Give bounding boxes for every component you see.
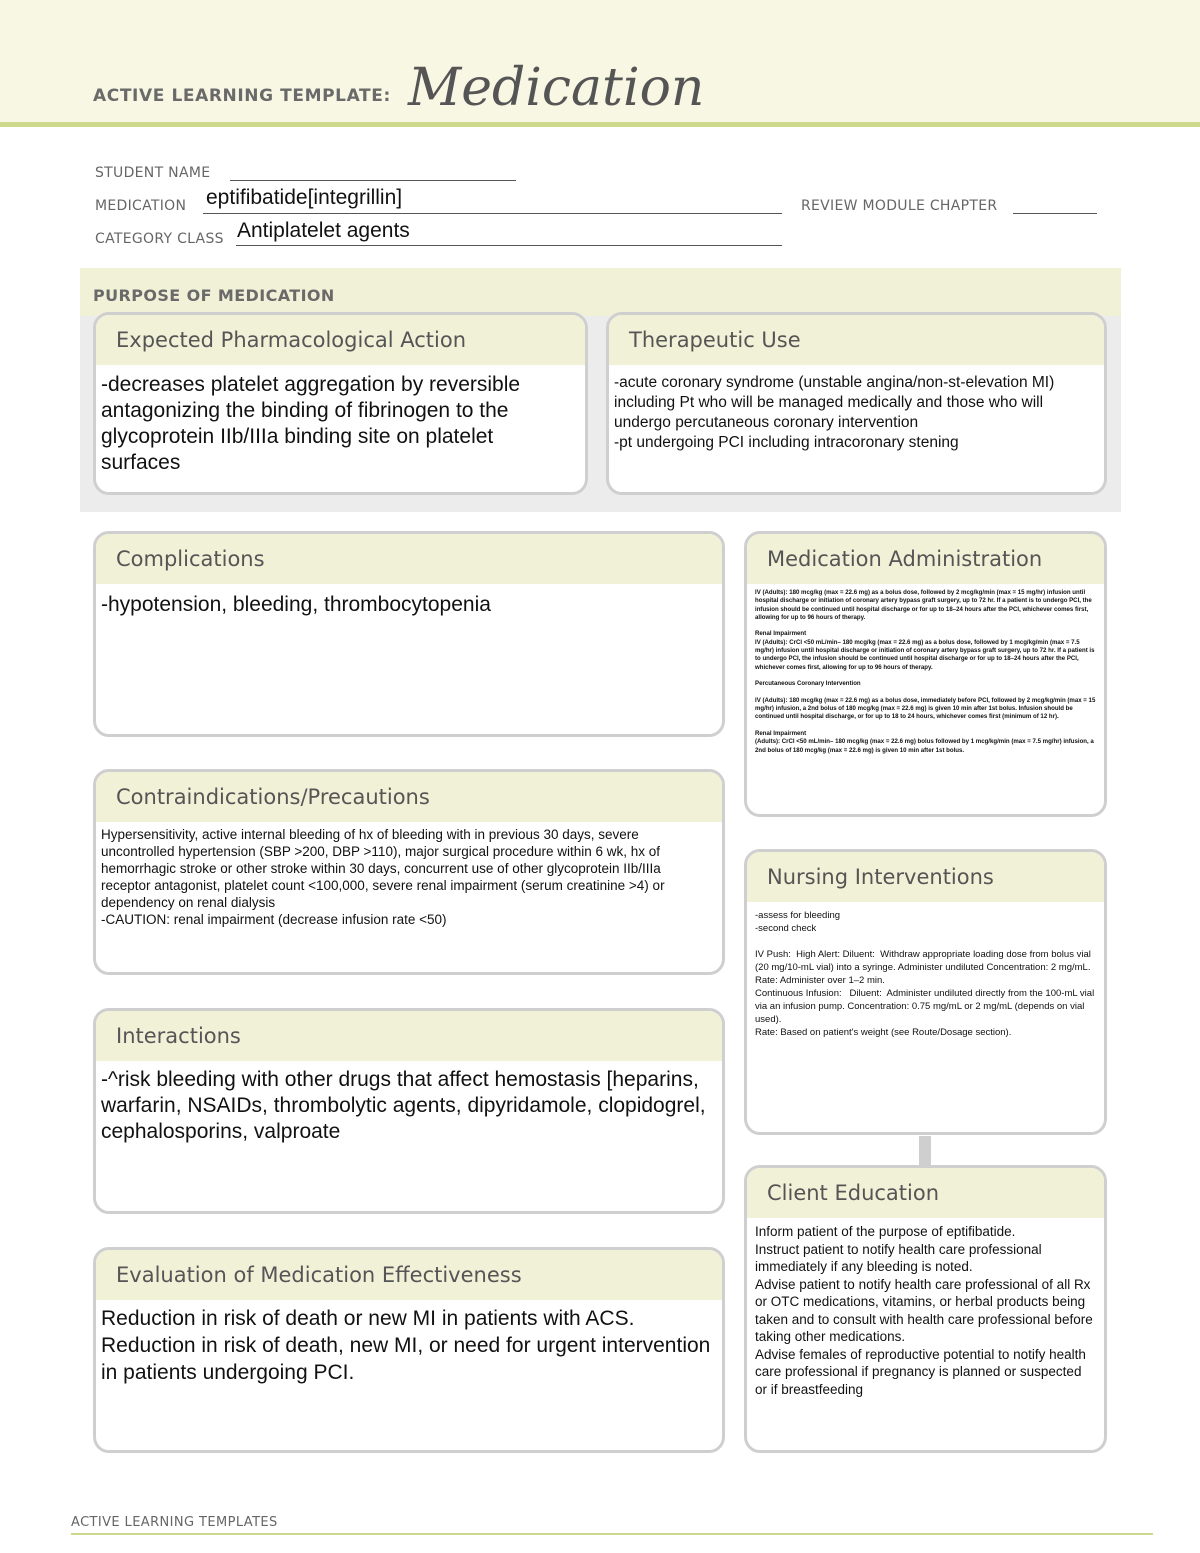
card-title: Nursing Interventions [767,865,994,889]
nursing-interventions-card [744,849,1107,1135]
student-name-label: STUDENT NAME [95,165,211,181]
medication-label: MEDICATION [95,198,187,214]
card-title: Medication Administration [767,547,1043,571]
category-class-value: Antiplatelet agents [237,219,410,242]
card-title: Complications [116,547,265,571]
contraindications-card [93,769,725,975]
medication-value: eptifibatide[integrillin] [206,186,403,209]
footer-rule [71,1533,1153,1535]
complications-card [93,531,725,737]
contraindications-text[interactable]: Hypersensitivity, active internal bleeding of hx of bleeding with in previous 30 days, severe uncontrolled hypertension (SBP >200, DBP >110), major surgical procedure within 6 wk, hx of hemorrhagic stroke or other stroke within 30 days, concurrent use of other glycoprotein IIb/IIIa receptor antagonist, platelet count <100,000, severe renal impairment (serum creatinine >4) or dependency on renal dialysis -CAUTION: renal impairment (decrease infusion rate <50) [101,827,665,927]
card-title: Evaluation of Medication Effectiveness [116,1263,522,1287]
client-education-card [744,1165,1107,1453]
student-name-field[interactable] [230,180,516,181]
card-title: Client Education [767,1181,940,1205]
med-admin-text[interactable]: IV (Adults): 180 mcg/kg (max = 22.6 mg) as a bolus dose, followed by 2 mcg/kg/min (max = 15 mg/hr) infusion until hospital discharge or initiation of coronary artery bypass graft surgery, up to 72 hr. If a patient is to undergo PCI, the infusion should be continued until hospital discharge or for up to 18–24 hours after the PCI, whichever comes first, allowing for up to 96 hours of therapy. Renal Impairment IV (Adults): CrCl <50 mL/min– 180 mcg/kg (max = 22.6 mg) as a bolus dose, followed by 1 mcg/kg/min (max = 7.5 mg/hr) infusion until hospital discharge or initiation of coronary artery bypass graft surgery, up to 72 hr. If a patient is to undergo PCI, the infusion should be continued until hospital discharge or for up to 18–24 hours after the PCI, whichever comes first, allowing for up to 96 hours of therapy. Percutaneous Coronary Intervention IV (Adults): 180 mcg/kg (max = 22.6 mg) as a bolus dose, immediately before PCI, followed by 2 mcg/kg/min (max = 15 mg/hr) infusion, a 2nd bolus of 180 mcg/kg (max = 22.6 mg) is given 10 min after 1st bolus. Infusion should be continued until hospital discharge, or for up to 18 to 24 hours, whichever comes first (minimum of 12 hr). Renal Impairment (Adults): CrCl <50 mL/min– 180 mcg/kg (max = 22.6 mg) bolus followed by 1 mcg/kg/min (max = 7.5 mg/hr) infusion, a 2nd bolus of 180 mcg/kg (max = 22.6 mg) is given 10 min after 1st bolus. [755,589,1096,754]
card-title: Therapeutic Use [629,328,801,352]
connector-bar [919,1136,931,1168]
review-module-field[interactable] [1013,213,1097,214]
header-rule [0,122,1200,127]
medication-field[interactable] [203,213,782,214]
review-module-label: REVIEW MODULE CHAPTER [801,198,998,214]
card-title: Interactions [116,1024,241,1048]
pharm-action-text[interactable]: -decreases platelet aggregation by reversible antagonizing the binding of fibrinogen to the glycoprotein IIb/IIIa binding site on platelet surfaces [101,373,526,474]
med-admin-card [744,531,1107,817]
pharm-action-card [93,312,588,495]
evaluation-text[interactable]: Reduction in risk of death or new MI in patients with ACS. Reduction in risk of death, new MI, or need for urgent intervention in patients undergoing PCI. [101,1307,717,1384]
footer-label: ACTIVE LEARNING TEMPLATES [71,1515,278,1530]
category-class-label: CATEGORY CLASS [95,231,224,247]
interactions-text[interactable]: -^risk bleeding with other drugs that affect hemostasis [heparins, warfarin, NSAIDs, thrombolytic agents, dipyridamole, clopidogrel, cephalosporins, valproate [101,1068,712,1143]
therapeutic-use-card [606,312,1107,495]
purpose-title: PURPOSE OF MEDICATION [93,286,335,305]
nursing-interventions-text[interactable]: -assess for bleeding -second check IV Push: High Alert: Diluent: Withdraw appropriate loading dose from bolus vial (20 mg/10-mL vial) into a syringe. Administer undiluted Concentration: 2 mg/mL. Rate: Administer over 1–2 min. Continuous Infusion: Diluent: Administer undiluted directly from the 100-mL vial via an infusion pump. Concentration: 0.75 mg/mL or 2 mg/mL (depends on vial used). Rate: Based on patient's weight (see Route/Dosage section). [755,910,1095,1038]
interactions-card [93,1008,725,1214]
therapeutic-use-text[interactable]: -acute coronary syndrome (unstable angina/non-st-elevation MI) including Pt who will be managed medically and those who will undergo percutaneous coronary intervention -pt undergoing PCI including intracoronary stening [614,374,1055,451]
template-label: ACTIVE LEARNING TEMPLATE: [93,86,391,106]
template-title: Medication [408,58,705,118]
card-title: Expected Pharmacological Action [116,328,467,352]
evaluation-card [93,1247,725,1453]
category-class-field[interactable] [236,245,782,246]
complications-text[interactable]: -hypotension, bleeding, thrombocytopenia [101,593,491,616]
card-title: Contraindications/Precautions [116,785,430,809]
client-education-text[interactable]: Inform patient of the purpose of eptifibatide. Instruct patient to notify health care professional immediately if any bleeding is noted. Advise patient to notify health care professional of all Rx or OTC medications, vitamins, or herbal products being taken and to consult with health care professional before taking other medications. Advise females of reproductive potential to notify health care professional if pregnancy is planned or suspected or if breastfeeding [755,1224,1093,1397]
